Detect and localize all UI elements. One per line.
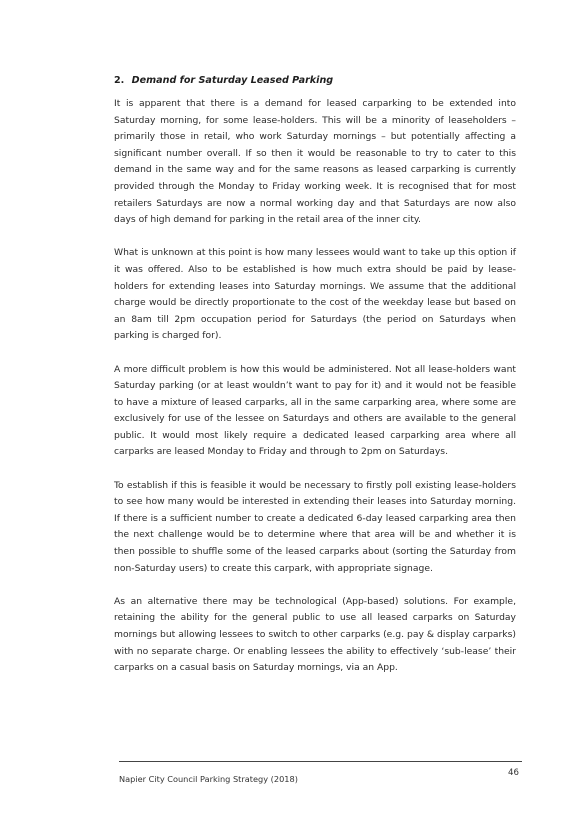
paragraph-1: It is apparent that there is a demand for leased carparking to be extended into Saturday morning, for some lease-holders. This will be a minority of leaseholders – primarily those in retail, who work Saturday mornings – but potentially affecting a significant number overall. If so then it would be reasonable to try to cater to this demand in the same way and for the same reasons as leased carparking is currently provided through the Monday to Friday working week. It is recognised that for most retailers Saturdays are now a normal working day and that Saturdays are now also days of high demand for parking in the retail area of the inner city.: [114, 98, 516, 226]
paragraph-3: A more difficult problem is how this would be administered. Not all lease-holders want Saturday parking (or at least wouldn’t want to pay for it) and it would not be feasible to have a mixture of leased carparks, all in the same carparking area, where some are exclusively for use of the lessee on Saturdays and others are available to the general public. It would most likely require a dedicated leased carparking area where all carparks are leased Monday to Friday and through to 2pm on Saturdays.: [114, 363, 516, 458]
paragraph-5: As an alternative there may be technological (App-based) solutions. For example, retaining the ability for the general public to use all leased carparks on Saturday mornings but allowing lessees to switch to other carparks (e.g. pay & display carparks) with no separate charge. Or enabling lessees the ability to effectively ‘sub-lease’ their carparks on a casual basis on Saturday mornings, via an App.: [114, 595, 516, 674]
paragraph-4: To establish if this is feasible it would be necessary to firstly poll existing lease-holders to see how many would be interested in extending their leases into Saturday morning. If there is a sufficient number to create a dedicated 6-day leased carparking area then the next challenge would be to determine where that area will be and whether it is then possible to shuffle some of the leased carparks about (sorting the Saturday from non-Saturday users) to create this carpark, with appropriate signage.: [114, 479, 516, 574]
footer-divider: [119, 761, 522, 762]
page-number: 46: [508, 768, 519, 778]
section-heading: [114, 75, 333, 86]
section-number: 2.: [114, 75, 125, 86]
section-title: Demand for Saturday Leased Parking: [131, 75, 334, 86]
body-text: [114, 96, 516, 693]
paragraph-2: What is unknown at this point is how many lessees would want to take up this option if it was offered. Also to be established is how much extra should be paid by lease-holders for extending leases into Saturday mornings. We assume that the additional charge would be directly proportionate to the cost of the weekday lease but based on an 8am till 2pm occupation period for Saturdays (the period on Saturdays when parking is charged for).: [114, 247, 516, 342]
footer-title: Napier City Council Parking Strategy (2018): [119, 774, 298, 784]
